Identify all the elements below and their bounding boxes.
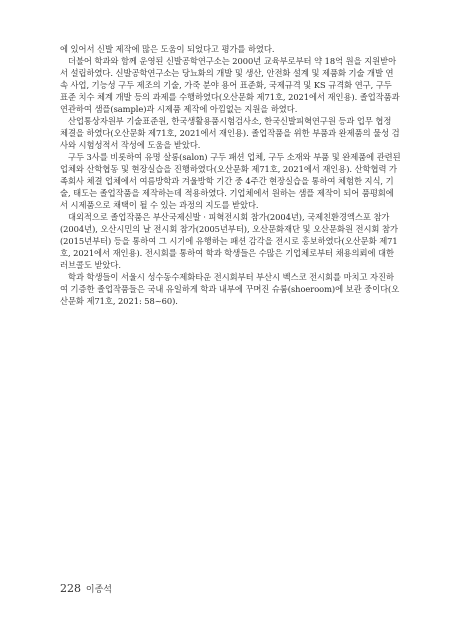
author-name: 이종석 bbox=[85, 585, 112, 595]
text-line: 호, 2021에서 재인용). 전시회를 통하여 학과 학생들은 수많은 기업체로부터 채용의뢰에 대한 bbox=[60, 248, 394, 258]
text-line: 체결을 하였다(오산문화 제71호, 2021에서 재인용). 졸업작품을 위한 부품과 완제품의 물성 검 bbox=[60, 128, 400, 138]
page-number: 228 bbox=[60, 582, 81, 595]
text-line: 학과 학생들이 서울시 성수동수제화타운 전시회부터 부산시 벡스코 전시회를 마치고 자진하 bbox=[68, 272, 394, 282]
text-line: 사와 시험성적서 작성에 도움을 받았다. bbox=[60, 140, 201, 150]
text-line: 대외적으로 졸업작품은 부산국제신발 · 피혁전시회 참가(2004년), 국제친환경엑스포 참가 bbox=[68, 212, 390, 222]
text-line: 서 시제품으로 채택이 될 수 있는 과정의 지도를 받았다. bbox=[60, 200, 259, 210]
text-line: 업체와 산학협동 및 현장실습을 진행하였다(오산문화 제71호, 2021에서 재인용). 산학협력 가 bbox=[60, 164, 398, 174]
page-footer bbox=[60, 582, 112, 595]
text-line: 표준 치수 체계 개발 등의 과제를 수행하였다(오산문화 제71호, 2021에서 재인용). 졸업작품과 bbox=[60, 92, 400, 102]
text-line: 서 설립하였다. 신발공학연구소는 당뇨화의 개발 및 생산, 안전화 설계 및 제품화 기술 개발 연 bbox=[60, 68, 394, 78]
text-line: 더불어 학과와 함께 운영된 신발공학연구소는 2000년 교육부로부터 약 18억 원을 지원받아 bbox=[68, 56, 397, 66]
text-line: 속 사업, 기능성 구두 제조의 기술, 가죽 분야 용어 표준화, 국제규격 및 KS 규격화 연구, 구두 bbox=[60, 80, 392, 90]
text-line: 여 기증한 졸업작품들은 국내 유일하게 학과 내부에 꾸며진 슈룸(shoeroom)에 보관 중이다(오 bbox=[60, 284, 400, 294]
text-line: 에 있어서 신발 제작에 많은 도움이 되었다고 평가를 하였다. bbox=[60, 44, 275, 54]
text-line: 러브콜도 받았다. bbox=[60, 260, 121, 270]
body-text bbox=[60, 43, 413, 307]
text-line: 족회사 체결 업체에서 여름방학과 겨울방학 기간 중 4주간 현장실습을 통하여 체험한 지식, 기 bbox=[60, 176, 394, 186]
text-line: 산업통상자원부 기술표준원, 한국생활용품시험검사소, 한국신발피혁연구원 등과 업무 협정 bbox=[68, 116, 392, 126]
text-line: 구두 3사를 비롯하여 유명 살롱(salon) 구두 패션 업체, 구두 소재와 부품 및 완제품에 관련된 bbox=[68, 152, 401, 162]
text-line: (2004년), 오산시민의 날 전시회 참가(2005년부터), 오산문화재단 및 오산문화원 전시회 참가 bbox=[60, 224, 398, 234]
text-line: 산문화 제71호, 2021: 58~60). bbox=[60, 296, 178, 306]
text-line: 연관하여 샘플(sample)과 시제품 제작에 아낌없는 지원을 하였다. bbox=[60, 104, 298, 114]
text-line: (2015년부터) 등을 통하여 그 시기에 유행하는 패션 감각을 전시로 홍보하였다(오산문화 제71 bbox=[60, 236, 398, 246]
text-line: 술, 태도는 졸업작품을 제작하는데 적용하였다. 기업체에서 원하는 샘플 제작이 되어 품평회에 bbox=[60, 188, 394, 198]
